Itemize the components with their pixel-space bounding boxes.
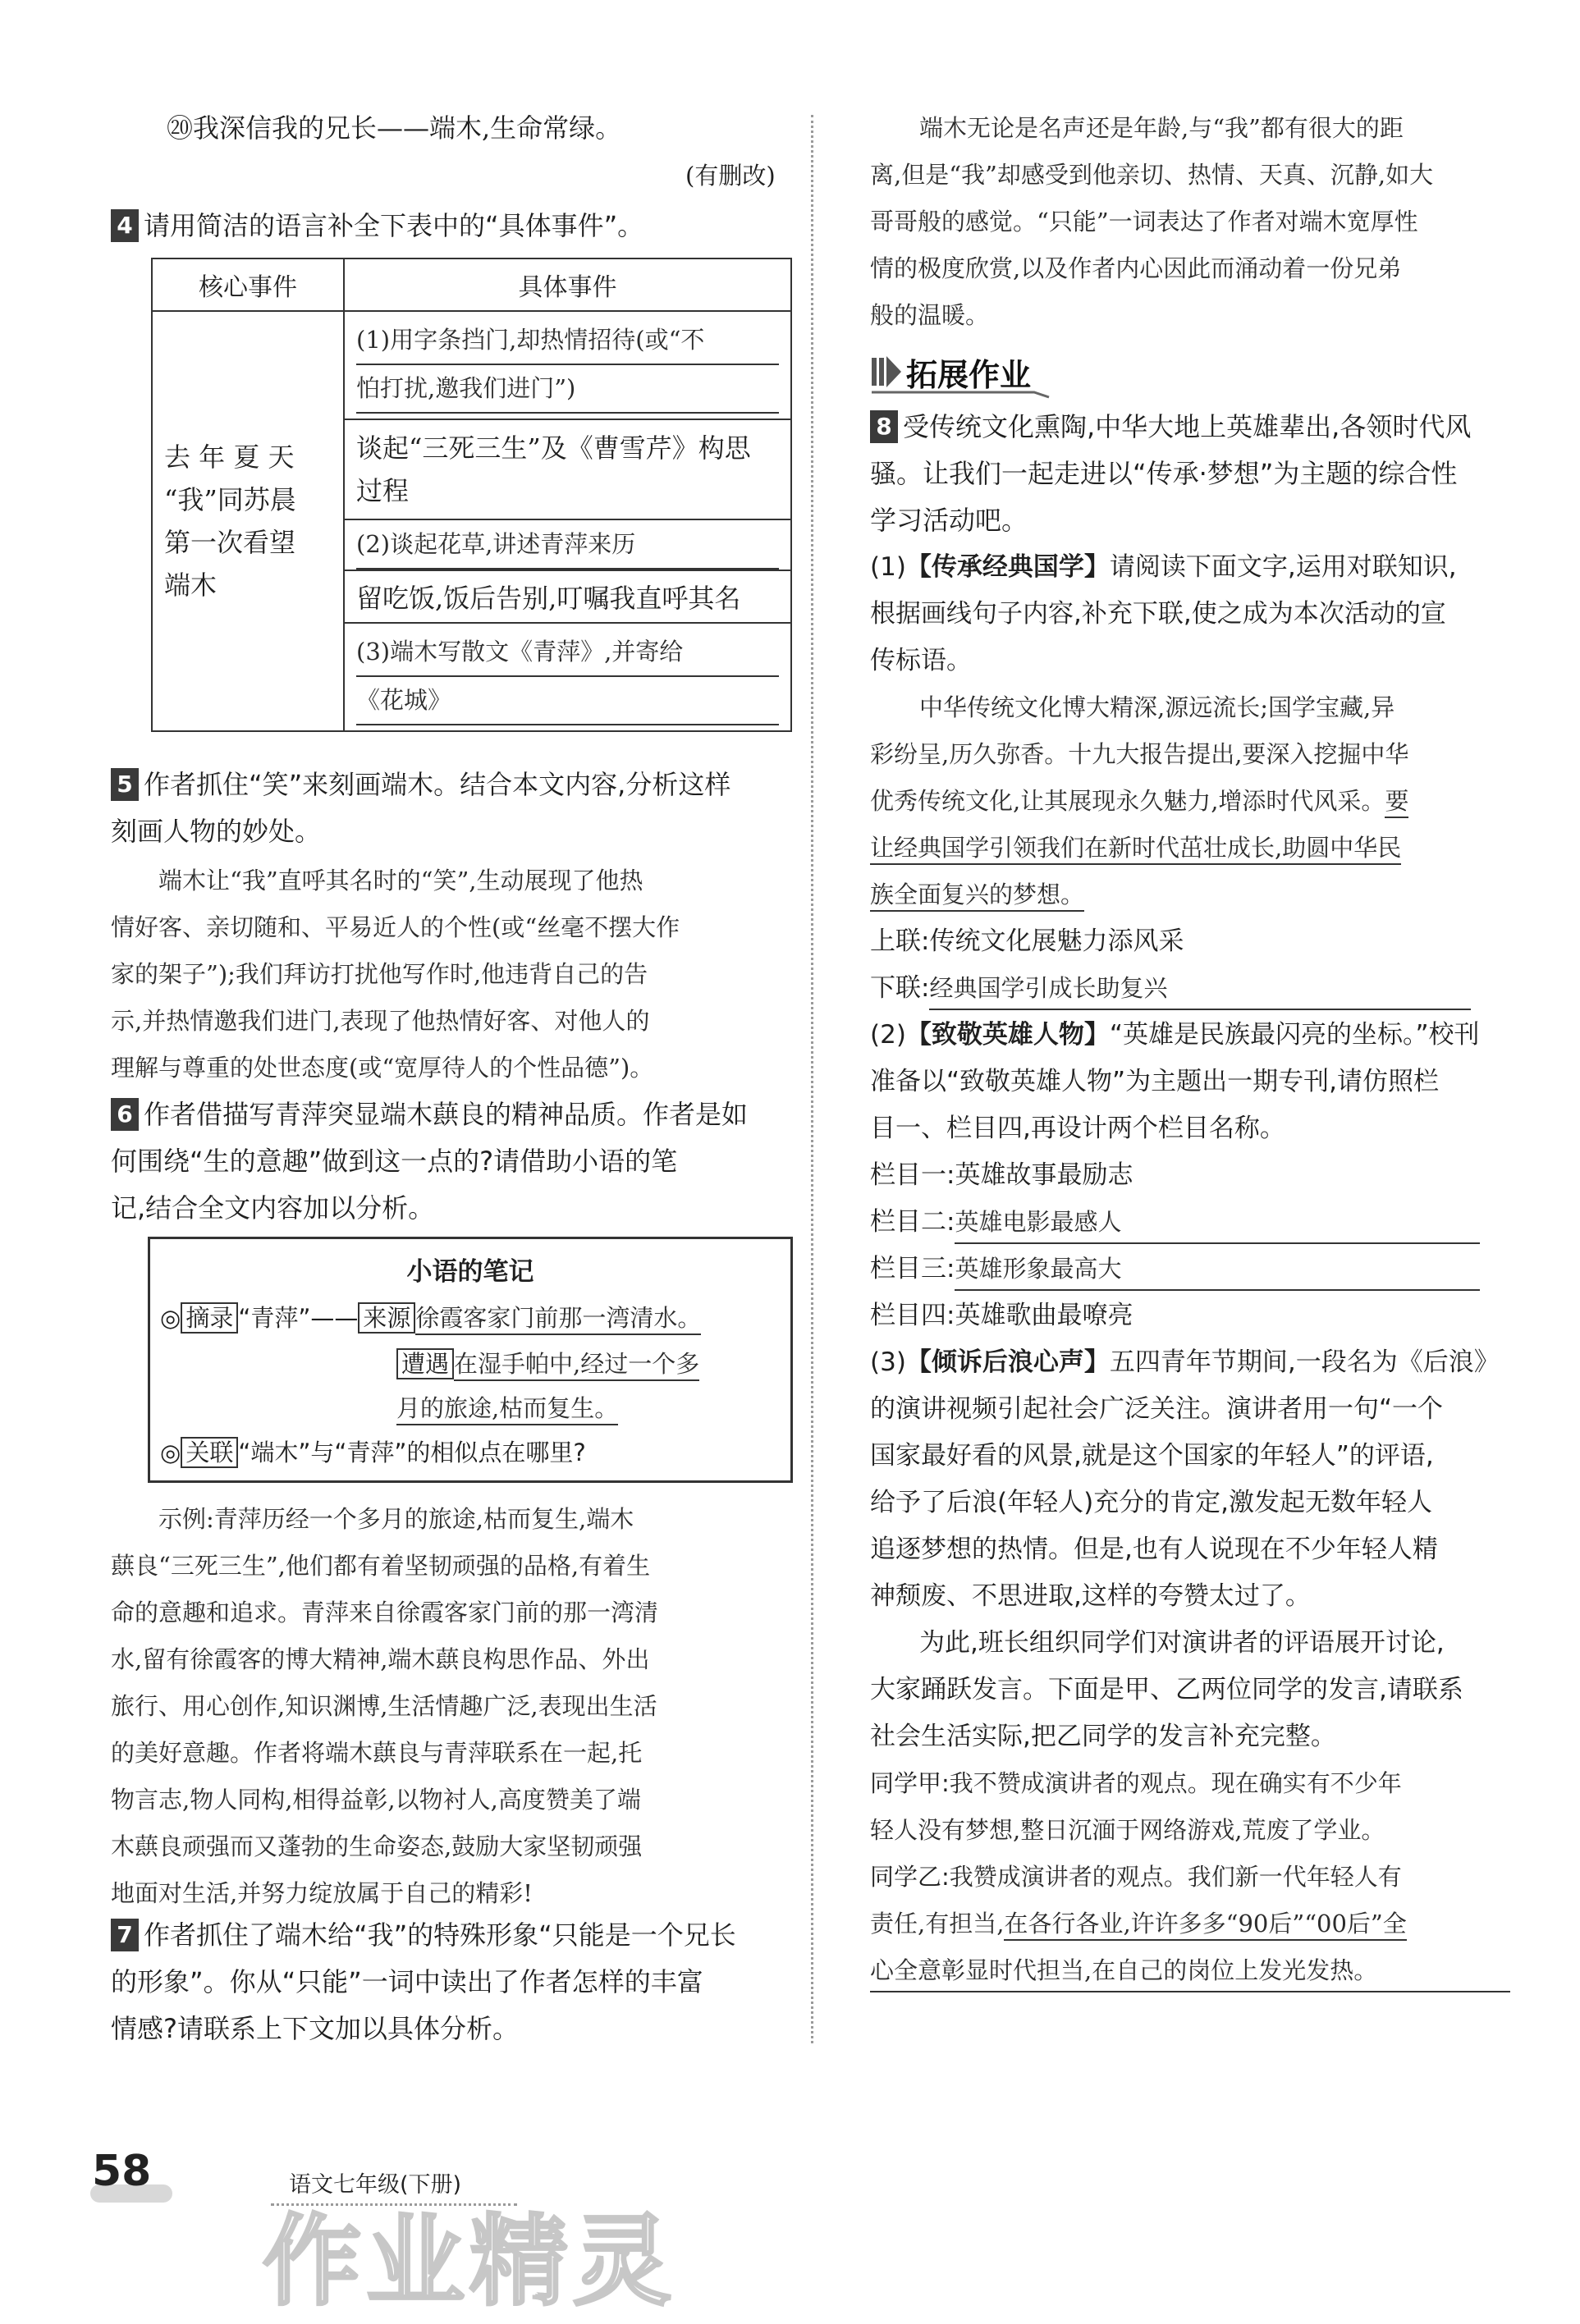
student-line: 轻人没有梦想,整日沉湎于网络游戏,荒废了学业。 <box>870 1816 1385 1844</box>
question-8 <box>870 404 1471 544</box>
question-5 <box>111 762 730 855</box>
book-title: 语文七年级(下册) <box>289 2172 462 2198</box>
student-a <box>870 1760 1510 1854</box>
answer-line: (1)用字条挡门,却热情招待(或“不 <box>356 317 779 365</box>
excerpt-word: “青萍”—— <box>238 1304 359 1332</box>
student-b <box>870 1854 1510 1994</box>
cell-line: 谈起“三死三生”及《曹雪芹》构思 <box>356 432 751 464</box>
note-title: 小语的笔记 <box>406 1257 534 1287</box>
question-4 <box>111 203 643 249</box>
answer-line: 离,但是“我”却感受到他亲切、热情、天真、沉静,如大 <box>870 161 1434 189</box>
question-line: 骚。让我们一起走进以“传承·梦想”为主题的综合性 <box>870 458 1458 489</box>
part-prefix: (1) <box>870 552 906 582</box>
answer-line: 端木无论是名声还是年龄,与“我”都有很大的距 <box>919 114 1404 142</box>
section-header <box>870 346 1051 396</box>
part-line: 准备以“致敬英雄人物”为主题出一期专刊,请仿照栏 <box>870 1067 1439 1096</box>
student-line: 我不赞成演讲者的观点。现在确实有不少年 <box>949 1769 1402 1797</box>
events-table <box>151 258 792 732</box>
column-label: 栏目二: <box>870 1207 955 1237</box>
answer-line: 家的架子”);我们拜访打扰他写作时,他违背自己的告 <box>111 960 648 988</box>
bullet: ◎ <box>160 1439 181 1466</box>
table-cell: 留吃饭,饭后告别,叮嘱我直呼其名 <box>344 570 791 623</box>
encounter-answer: 在湿手帕中,经过一个多 <box>454 1350 699 1381</box>
answer-line: 理解与尊重的处世态度(或“宽厚待人的个性品德”)。 <box>111 1054 654 1082</box>
question-line: 作者抓住“笑”来刻画端木。结合本文内容,分析这样 <box>144 769 731 800</box>
source-note: (有删改) <box>685 162 776 190</box>
passage-line: 彩纷呈,历久弥香。十九大报告提出,要深入挖掘中华 <box>870 740 1409 768</box>
student-line: 我赞成演讲者的观点。我们新一代年轻人有 <box>949 1863 1402 1891</box>
part-line: 根据画线句子内容,补充下联,使之成为本次活动的宣 <box>870 599 1446 629</box>
part-2 <box>870 1012 1480 1152</box>
part-1 <box>870 544 1457 684</box>
question-line: 刻画人物的妙处。 <box>111 816 322 847</box>
part-tag: 【倾诉后浪心声】 <box>905 1347 1110 1377</box>
answer-line: (3)端木写散文《青萍》,并寄给 <box>356 629 779 677</box>
part-prefix: (2) <box>870 1020 906 1050</box>
answer-line: 地面对生活,并努力绽放属于自己的精彩! <box>111 1879 533 1907</box>
part-line: 的演讲视频引起社会广泛关注。演讲者用一句“一个 <box>870 1394 1444 1424</box>
answer-line: 的美好意趣。作者将端木蕻良与青萍联系在一起,托 <box>111 1739 643 1767</box>
encounter-answer: 月的旅途,枯而复生。 <box>396 1394 618 1425</box>
core-line: “我”同苏晨 <box>164 484 296 515</box>
underlined-text: 族全面复兴的梦想。 <box>870 881 1084 912</box>
relation-text: “端木”与“青萍”的相似点在哪里? <box>238 1439 586 1466</box>
part-3-para-2 <box>870 1620 1463 1760</box>
source-answer: 徐霞客家门前那一湾清水。 <box>415 1304 701 1335</box>
answer-line: 《花城》 <box>356 677 779 725</box>
part-line: “英雄是民族最闪亮的坐标。”校刊 <box>1109 1020 1480 1050</box>
core-line: 端木 <box>164 570 218 601</box>
part-line: 给予了后浪(年轻人)充分的肯定,激发起无数年轻人 <box>870 1488 1433 1517</box>
upper-couplet: 传统文化展魅力添风采 <box>929 926 1184 956</box>
underlined-text: 要 <box>1385 787 1408 818</box>
question-line: 学习活动吧。 <box>870 505 1028 536</box>
table-core-event <box>152 311 344 731</box>
column-label: 栏目一: <box>870 1160 955 1190</box>
watermark-text: 作业精灵 <box>263 2205 676 2319</box>
columns-list <box>870 1152 1510 1339</box>
cell-line: 过程 <box>356 475 410 506</box>
question-line: 作者借描写青萍突显端木蕻良的精神品质。作者是如 <box>144 1099 749 1130</box>
table-cell-answer <box>344 623 791 731</box>
page-number: 58 <box>92 2147 152 2196</box>
part-1-passage <box>870 684 1510 918</box>
lower-couplet-answer: 经典国学引成长助复兴 <box>929 968 1471 1010</box>
q5-answer <box>111 858 796 1091</box>
column-name: 英雄歌曲最嘹亮 <box>955 1301 1133 1330</box>
answer-line: 物言志,物人同构,相得益彰,以物衬人,高度赞美了端 <box>111 1786 641 1814</box>
upper-label: 上联: <box>870 926 930 956</box>
note-encounter-line-2 <box>396 1385 618 1432</box>
answer-line: 木蕻良顽强而又蓬勃的生命姿态,鼓励大家坚韧顽强 <box>111 1832 643 1860</box>
passage-line: 优秀传统文化,让其展现永久魅力,增添时代风采。 <box>870 787 1385 815</box>
part-line: 国家最好看的风景,就是这个国家的年轻人”的评语, <box>870 1441 1434 1471</box>
couplet-lower <box>870 965 1510 1012</box>
note-excerpt-line <box>160 1295 701 1342</box>
lower-label: 下联: <box>870 973 930 1003</box>
note-encounter-line <box>396 1341 699 1388</box>
answer-line: 情的极度欣赏,以及作者内心因此而涌动着一份兄弟 <box>870 254 1402 282</box>
part-line: 传标语。 <box>870 646 972 675</box>
part-tag: 【传承经典国学】 <box>905 552 1110 582</box>
question-number: 6 <box>111 1098 139 1131</box>
question-4-text: 请用简洁的语言补全下表中的“具体事件”。 <box>144 210 644 241</box>
question-7 <box>111 1912 736 2052</box>
note-relation-line <box>160 1430 586 1475</box>
q7-answer <box>870 105 1510 339</box>
answer-line: 怕打扰,邀我们进门”) <box>356 365 779 414</box>
answer-line: 般的温暖。 <box>870 301 990 329</box>
question-6 <box>111 1091 748 1232</box>
question-line: 的形象”。你从“只能”一词中读出了作者怎样的丰富 <box>111 1966 703 1997</box>
answer-line: 端木让“我”直呼其名时的“笑”,生动展现了他热 <box>158 867 643 894</box>
underlined-text: 让经典国学引领我们在新时代茁壮成长,助圆中华民 <box>870 834 1401 865</box>
question-line: 受传统文化熏陶,中华大地上英雄辈出,各领时代风 <box>903 411 1472 442</box>
section-underline <box>870 389 1051 399</box>
student-label: 同学乙: <box>870 1863 950 1891</box>
part-prefix: (3) <box>870 1347 906 1377</box>
answer-line: 蕻良“三死三生”,他们都有着坚韧顽强的品格,有着生 <box>111 1552 651 1580</box>
couplet-upper <box>870 918 1184 965</box>
label-excerpt: 摘录 <box>181 1302 238 1334</box>
question-number: 5 <box>111 768 139 801</box>
answer-line: (2)谈起花草,讲述青萍来历 <box>356 521 779 570</box>
student-line: 责任,有担当, <box>870 1910 1005 1937</box>
table-header-detail: 具体事件 <box>344 258 791 311</box>
answer-line: 旅行、用心创作,知识渊博,生活情趣广泛,表现出生活 <box>111 1692 657 1720</box>
para-line: 为此,班长组织同学们对演讲者的评语展开讨论, <box>919 1628 1445 1658</box>
core-line: 第一次看望 <box>164 527 296 558</box>
column-divider <box>811 115 813 2043</box>
question-number: 8 <box>870 410 898 443</box>
column-answer: 英雄电影最感人 <box>955 1201 1480 1244</box>
answer-line: 示,并热情邀我们进门,表现了他热情好客、对他人的 <box>111 1007 650 1035</box>
table-header-core: 核心事件 <box>152 258 344 311</box>
bullet: ◎ <box>160 1304 181 1332</box>
column-label: 栏目四: <box>870 1301 955 1330</box>
para-line: 大家踊跃发言。下面是甲、乙两位同学的发言,请联系 <box>870 1675 1463 1704</box>
part-line: 神颓废、不思进取,这样的夸赞太过了。 <box>870 1581 1311 1611</box>
table-cell-answer <box>344 311 791 419</box>
paragraph-20: ⑳我深信我的兄长——端木,生命常绿。 <box>167 112 622 144</box>
question-line: 作者抓住了端木给“我”的特殊形象“只能是一个兄长 <box>144 1919 736 1951</box>
q6-answer <box>111 1496 796 1917</box>
question-number: 4 <box>111 209 139 242</box>
answer-line: 情好客、亲切随和、平易近人的个性(或“丝毫不摆大作 <box>111 913 680 941</box>
section-title: 拓展作业 <box>906 357 1032 393</box>
column-label: 栏目三: <box>870 1254 955 1283</box>
question-line: 记,结合全文内容加以分析。 <box>111 1192 435 1224</box>
part-line: 目一、栏目四,再设计两个栏目名称。 <box>870 1114 1285 1143</box>
core-line: 去 年 夏 天 <box>164 441 295 473</box>
passage-line: 中华传统文化博大精深,源远流长;国学宝藏,异 <box>919 693 1395 721</box>
answer-line: 水,留有徐霞客的博大精神,端木蕻良构思作品、外出 <box>111 1645 650 1673</box>
answer-line: 示例:青萍历经一个多月的旅途,枯而复生,端木 <box>158 1505 634 1533</box>
note-box <box>148 1237 793 1483</box>
label-source: 来源 <box>358 1302 415 1334</box>
table-cell <box>344 419 791 519</box>
student-b-answer: 心全意彰显时代担当,在自己的岗位上发光发热。 <box>870 1950 1510 1992</box>
column-answer: 英雄形象最高大 <box>955 1248 1480 1291</box>
question-line: 情感?请联系上下文加以具体分析。 <box>111 2013 519 2044</box>
answer-line: 哥哥般的感觉。“只能”一词表达了作者对端木宽厚性 <box>870 208 1418 236</box>
question-line: 何围绕“生的意趣”做到这一点的?请借助小语的笔 <box>111 1146 678 1177</box>
part-line: 五四青年节期间,一段名为《后浪》 <box>1109 1347 1500 1377</box>
student-b-answer: 在各行各业,许许多多“90后”“00后”全 <box>1004 1910 1406 1941</box>
part-line: 请阅读下面文字,运用对联知识, <box>1109 552 1457 582</box>
part-tag: 【致敬英雄人物】 <box>905 1020 1110 1050</box>
label-encounter: 遭遇 <box>396 1348 454 1379</box>
label-relation: 关联 <box>181 1437 238 1468</box>
student-label: 同学甲: <box>870 1769 950 1797</box>
para-line: 社会生活实际,把乙同学的发言补充完整。 <box>870 1722 1336 1751</box>
question-number: 7 <box>111 1919 139 1951</box>
part-line: 追逐梦想的热情。但是,也有人说现在不少年轻人精 <box>870 1535 1438 1564</box>
column-name: 英雄故事最励志 <box>955 1160 1133 1190</box>
arrow-icon <box>870 351 903 392</box>
table-cell-answer <box>344 519 791 570</box>
answer-line: 命的意趣和追求。青萍来自徐霞客家门前的那一湾清 <box>111 1599 659 1626</box>
part-3 <box>870 1339 1500 1620</box>
